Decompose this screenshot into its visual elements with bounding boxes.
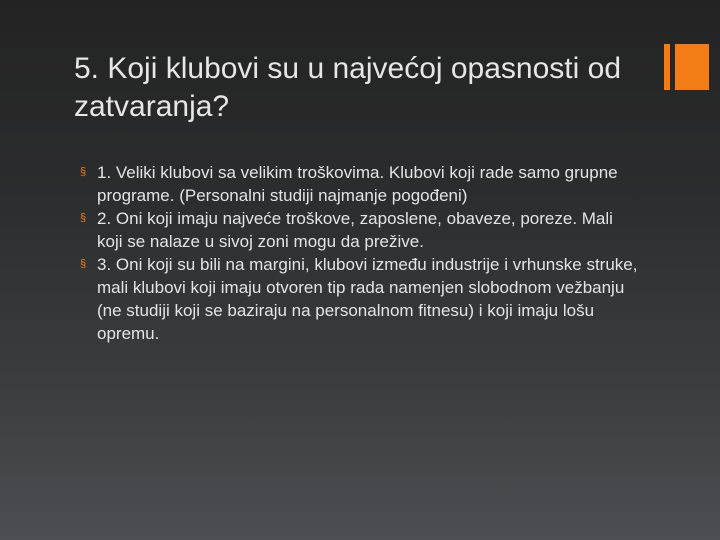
bullet-marker-icon: § xyxy=(80,212,87,224)
bullet-item xyxy=(80,161,640,207)
bullet-text: 3. Oni koji su bili na margini, klubovi između industrije i vrhunske struke, mali klubovi koji imaju otvoren tip rada namenjen slobodnom vežbanju (ne studiji koji se baziraju na personalnom fitnesu) i koji imaju lošu opremu. xyxy=(97,255,638,343)
bullet-marker-icon: § xyxy=(80,258,87,270)
accent-bar-decoration xyxy=(664,44,670,90)
accent-block-decoration xyxy=(675,44,709,90)
bullet-text: 1. Veliki klubovi sa velikim troškovima. Klubovi koji rade samo grupne programe. (Personalni studiji najmanje pogođeni) xyxy=(97,163,618,205)
bullet-text: 2. Oni koji imaju najveće troškove, zaposlene, obaveze, poreze. Mali koji se nalaze u sivoj zoni mogu da prežive. xyxy=(97,209,613,251)
bullet-item xyxy=(80,253,640,345)
bullet-list xyxy=(80,161,640,345)
slide-title: 5. Koji klubovi su u najvećoj opasnosti od zatvaranja? xyxy=(74,52,622,123)
bullet-item xyxy=(80,207,640,253)
bullet-marker-icon: § xyxy=(80,166,87,178)
